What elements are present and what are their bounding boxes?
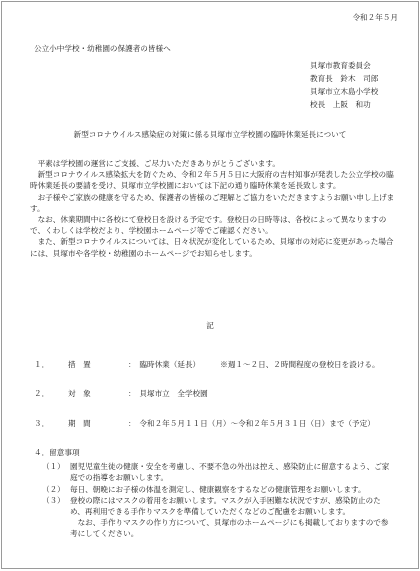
document-title: 新型コロナウイルス感染症の対策に係る貝塚市立学校園の臨時休業延長について: [73, 130, 347, 139]
item-number: ２．: [34, 389, 50, 398]
body-paragraph: また、新型コロナウイルスについては、日々状況が変化しているため、貝塚市の対応に変更があった場合には、貝塚市や各学校・幼稚園のホームページでお知らせします。: [30, 237, 394, 258]
sender-line: 校長 上阪 和功: [310, 100, 371, 109]
item-note: ※週１～２日、２時間程度の登校日を設ける。: [220, 360, 380, 369]
note-item: [42, 495, 394, 517]
item-value: ： 令和２年５月１１日（月）～令和２年５月３１日（日）まで（予定）: [128, 419, 375, 428]
document-page: [1, 1, 419, 569]
sender-line: 貝塚市立木島小学校: [310, 87, 379, 96]
item-target: [34, 388, 208, 399]
note-item: [42, 484, 394, 495]
item-label: 措 置: [68, 360, 91, 369]
item-number: １．: [34, 360, 50, 369]
note-item: [42, 461, 394, 483]
note-marker: （３）: [42, 495, 65, 505]
item-label: 期 間: [68, 419, 91, 428]
body-text: [30, 158, 395, 259]
item-measure: [34, 359, 380, 370]
body-paragraph: お子様やご家族の健康を守るため、保護者の皆様のご理解とご協力をいただきますようお願い申し上げます。: [30, 192, 395, 213]
item-value: ： 貝塚市立 全学校園: [128, 389, 208, 398]
note-text: 園児児童生徒の健康・安全を考慮し、不要不急の外出は控え、感染防止に留意するよう、ご家庭での指導をお願いします。: [70, 462, 390, 483]
document-date: 令和２年５月: [352, 13, 398, 22]
note-tail: なお、手作りマスクの作り方について、貝塚市のホームページにも掲載しておりますので参考にしてください。: [70, 518, 389, 539]
item-number: ３．: [34, 419, 50, 428]
item-value: ： 臨時休業（延長）: [128, 360, 201, 369]
item-period: [34, 418, 375, 429]
note-text: 登校の際にはマスクの着用をお願いします。マスクが入手困難な状況ですが、感染防止のため、再利用できる手作りマスクを準備していただくなどのご配慮をお願いします。: [70, 495, 381, 517]
note-marker: （１）: [42, 462, 65, 472]
sender-line: 貝塚市教育委員会: [310, 61, 371, 70]
body-paragraph: 平素は学校園の運営にご支援、ご尽力いただきありがとうございます。: [37, 159, 280, 168]
item-label: 対 象: [68, 389, 91, 398]
body-paragraph: なお、休業期間中に各校にて登校日を設ける予定です。登校日の日時等は、各校によって異なりますので、くわしくは学校だより、学校園ホームページ等でご確認ください。: [30, 215, 387, 236]
body-paragraph: 新型コロナウイルス感染拡大を防ぐため、令和２年５月５日に大阪府の吉村知事が発表した公立学校の臨時休業延長の要請を受け、貝塚市立学校園においては下記の通り臨時休業を延長致します。: [30, 170, 394, 191]
notes-heading: ４．留意事項: [34, 448, 80, 457]
sender-block: [310, 60, 378, 112]
note-text: 毎日、朝晩にお子様の体温を測定し、健康観察をするなどの健康管理をお願いします。: [70, 484, 366, 494]
addressee: 公立小中学校・幼稚園の保護者の皆様へ: [34, 44, 171, 53]
sender-line: 教育長 鈴木 司郎: [310, 74, 379, 83]
note-marker: （２）: [42, 484, 65, 494]
notes-section: [34, 447, 394, 540]
ki-heading: 記: [206, 321, 214, 330]
